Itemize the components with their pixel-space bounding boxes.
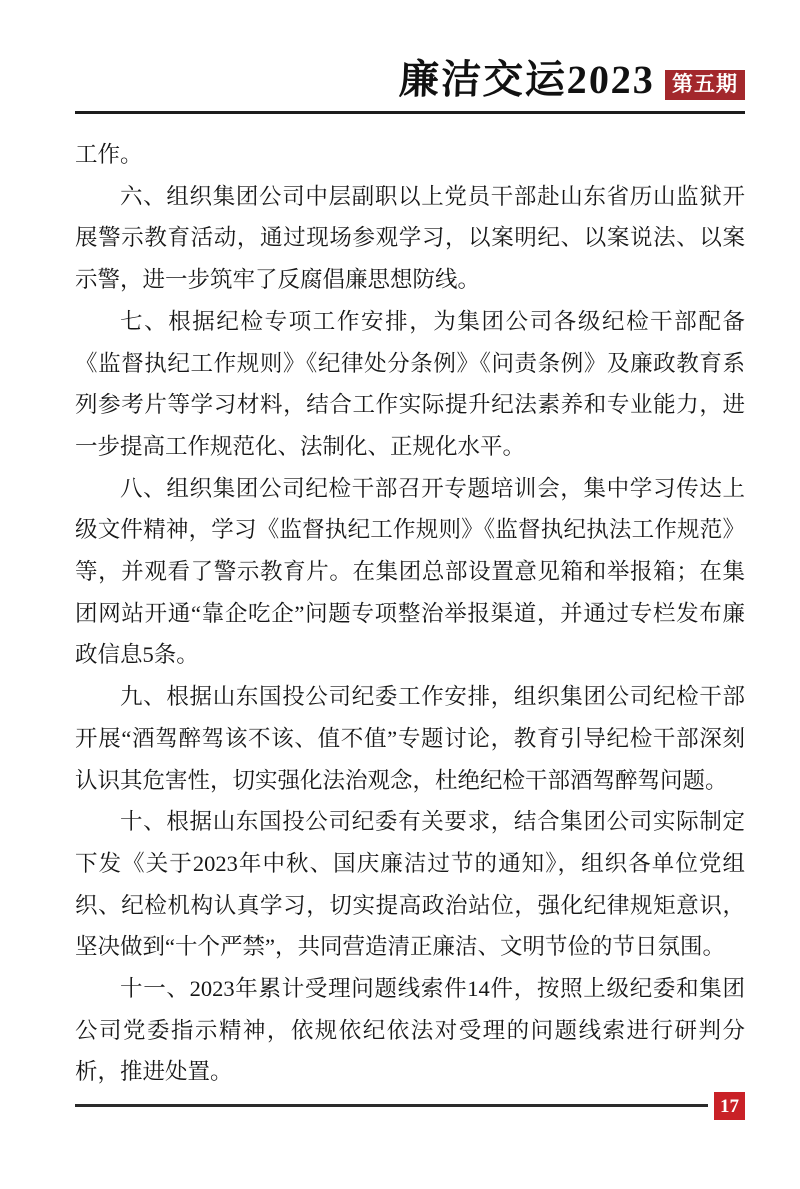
paragraph: 十、根据山东国投公司纪委有关要求，结合集团公司实际制定下发《关于2023年中秋、国庆廉洁过节的通知》，组织各单位党组织、纪检机构认真学习，切实提高政治站位，强化纪律规矩意识，坚决做到“十个严禁”，共同营造清正廉洁、文明节俭的节日氛围。 <box>75 809 745 960</box>
page-number-badge: 17 <box>714 1092 745 1120</box>
paragraph: 六、组织集团公司中层副职以上党员干部赴山东省历山监狱开展警示教育活动，通过现场参观学习，以案明纪、以案说法、以案示警，进一步筑牢了反腐倡廉思想防线。 <box>75 183 745 293</box>
paragraph: 工作。 <box>75 142 143 167</box>
paragraph: 七、根据纪检专项工作安排，为集团公司各级纪检干部配备《监督执纪工作规则》《纪律处分条例》《问责条例》及廉政教育系列参考片等学习材料，结合工作实际提升纪法素养和专业能力，进一步提高工作规范化、法制化、正规化水平。 <box>75 308 745 459</box>
page-header <box>75 57 745 102</box>
paragraph: 九、根据山东国投公司纪委工作安排，组织集团公司纪检干部开展“酒驾醉驾该不该、值不值”专题讨论，教育引导纪检干部深刻认识其危害性，切实强化法治观念，杜绝纪检干部酒驾醉驾问题。 <box>75 684 745 793</box>
paragraph: 十一、2023年累计受理问题线索件14件，按照上级纪委和集团公司党委指示精神，依规依纪依法对受理的问题线索进行研判分析，推进处置。 <box>75 976 745 1085</box>
issue-badge: 第五期 <box>665 70 745 100</box>
paragraph: 八、组织集团公司纪检干部召开专题培训会，集中学习传达上级文件精神，学习《监督执纪工作规则》《监督执纪执法工作规范》等，并观看了警示教育片。在集团总部设置意见箱和举报箱；在集团网站开通“靠企吃企”问题专项整治举报渠道，并通过专栏发布廉政信息5条。 <box>75 475 745 668</box>
footer-divider <box>75 1104 708 1107</box>
header-divider <box>75 111 745 114</box>
newsletter-title: 廉洁交运2023 <box>398 57 656 102</box>
body-text <box>75 134 745 1093</box>
